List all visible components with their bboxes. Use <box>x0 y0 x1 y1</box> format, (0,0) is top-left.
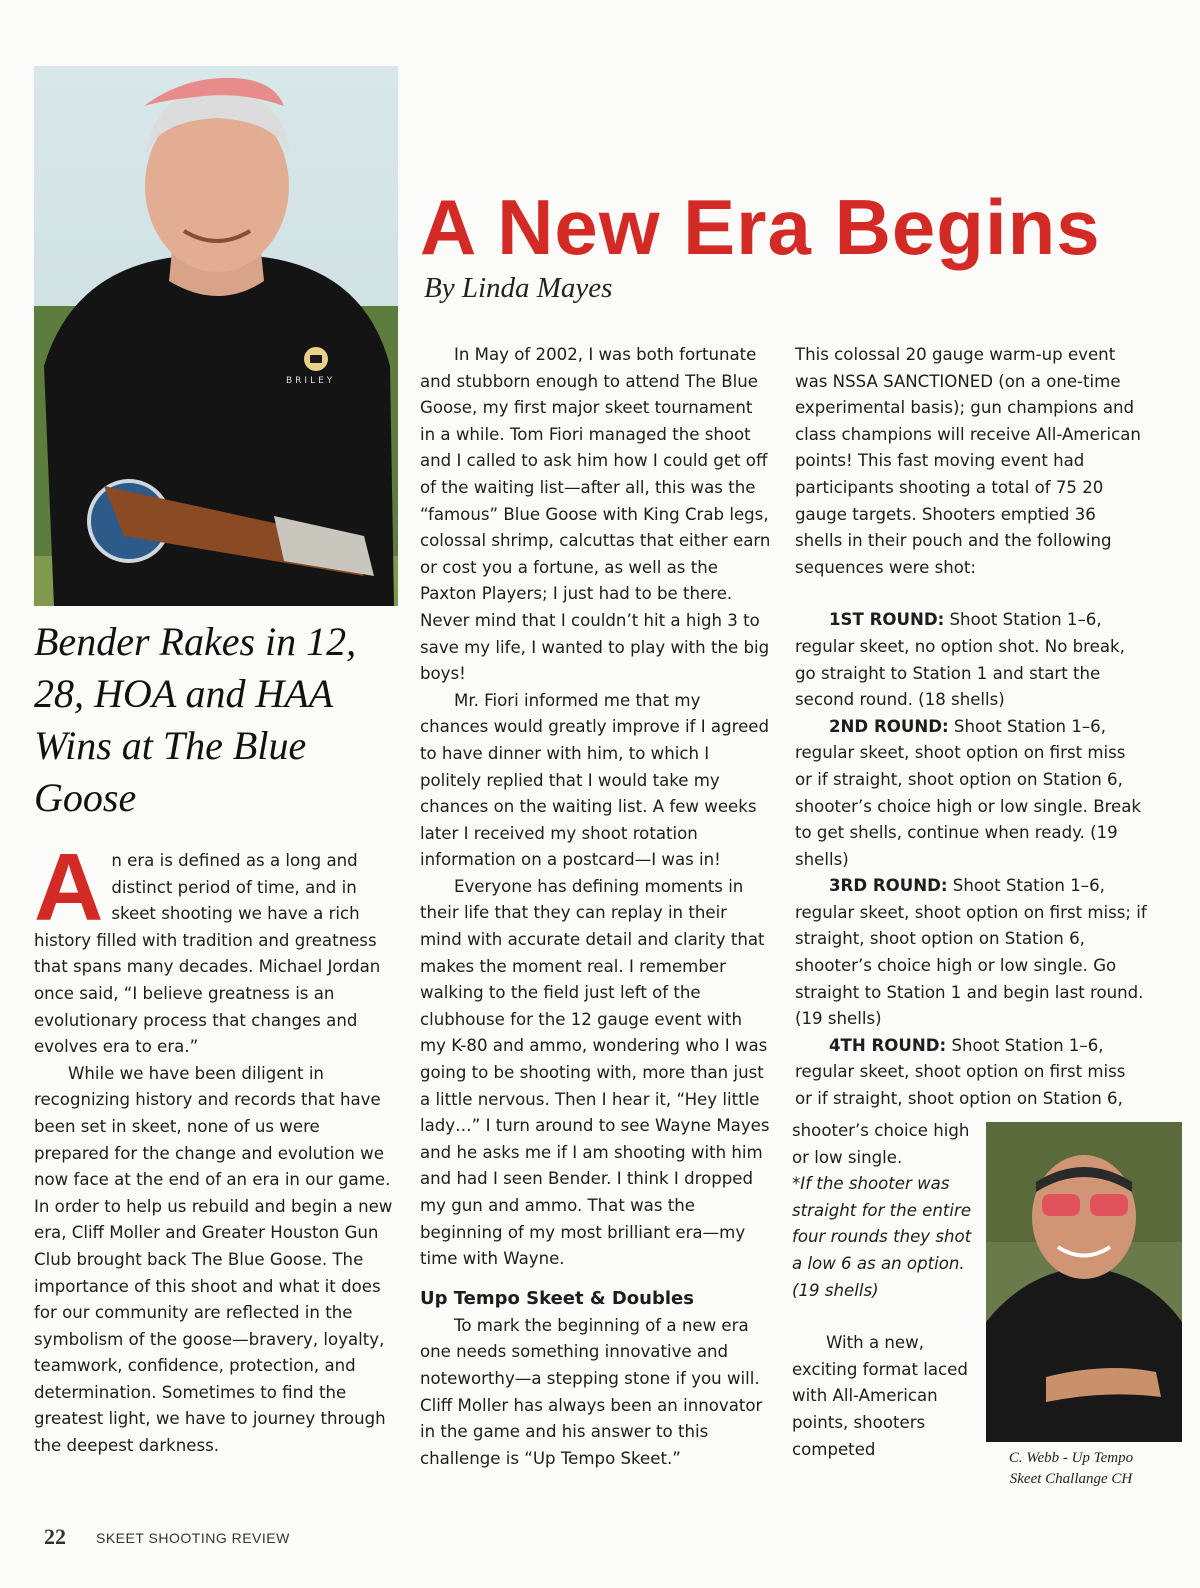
round-4-text: Shoot Station 1–6, regular skeet, shoot option on first miss or if straight, shoot option on Station 6, <box>795 1035 1126 1109</box>
round-4 <box>795 1033 1147 1113</box>
main-photo <box>34 66 398 606</box>
caption-line-1: C. Webb - Up Tempo <box>1008 1450 1134 1466</box>
main-photo-illustration <box>34 66 398 606</box>
round-4-continued: shooter’s choice high or low single. <box>792 1121 970 1167</box>
round-3-text: Shoot Station 1–6, regular skeet, shoot option on first miss; if straight, shoot option on Station 6, shooter’s choice high or low single. Go straight to Station 1 and begin last round. (19 shells) <box>795 876 1147 1029</box>
round-1 <box>795 607 1147 713</box>
body-paragraph: Mr. Fiori informed me that my chances would greatly improve if I agreed to have dinner with him, to which I politely replied that I would take my chances on the waiting list. A few weeks later I received my shoot rotation information on a postcard—I was in! <box>420 690 770 870</box>
column-3-continued <box>792 1118 972 1463</box>
secondary-photo <box>986 1122 1182 1442</box>
column-1 <box>34 834 396 1460</box>
intro-text: n era is defined as a long and distinct period of time, and in skeet shooting we have a rich history filled with tradition and greatness that spans many decades. Michael Jordan once said, “I believe greatness is an evolutionary process that changes and evolves era to era.” <box>34 851 381 1057</box>
intro-paragraph <box>34 834 396 1061</box>
article-byline: By Linda Mayes <box>424 272 613 304</box>
photo-caption <box>986 1448 1156 1490</box>
round-3 <box>795 873 1147 1033</box>
caption-line-2: Skeet Challange CH <box>1009 1471 1133 1487</box>
round-2 <box>795 714 1147 874</box>
article-subhead: Bender Rakes in 12, 28, HOA and HAA Wins at The Blue Goose <box>34 619 357 820</box>
drop-cap: A <box>34 834 104 941</box>
section-heading: Up Tempo Skeet & Doubles <box>420 1287 694 1309</box>
column-3 <box>795 342 1147 1113</box>
round-1-label: 1ST ROUND: <box>829 610 945 630</box>
body-paragraph: While we have been diligent in recognizing history and records that have been set in skeet, none of us were prepared for the change and evolution we now face at the end of an era in our game. In order to help us rebuild and begin a new era, Cliff Moller and Greater Houston Gun Club brought back The Blue Goose. The importance of this shoot and what it does for our community are reflected in the symbolism of the goose—bravery, loyalty, teamwork, confidence, protection, and determination. Sometimes to find the greatest light, we have to journey through the deepest darkness. <box>34 1063 393 1456</box>
round-3-label: 3RD ROUND: <box>829 876 948 896</box>
body-paragraph: With a new, exciting format laced with All-American points, shooters competed <box>792 1333 968 1459</box>
secondary-photo-illustration <box>986 1122 1182 1442</box>
round-1-text: Shoot Station 1–6, regular skeet, no option shot. No break, go straight to Station 1 and start the second round. (18 shells) <box>795 610 1125 710</box>
round-2-text: Shoot Station 1–6, regular skeet, shoot option on first miss or if straight, shoot option on Station 6, shooter’s choice high or low single. Break to get shells, continue when ready. (19 shells) <box>795 716 1142 869</box>
round-4-label: 4TH ROUND: <box>829 1035 947 1055</box>
note-paragraph: *If the shooter was straight for the entire four rounds they shot a low 6 as an option. (19 shells) <box>792 1174 972 1300</box>
body-paragraph: This colossal 20 gauge warm-up event was NSSA SANCTIONED (on a one-time experimental basis); gun champions and class champions will receive All-American points! This fast moving event had participants shooting a total of 75 20 gauge targets. Shooters emptied 36 shells in their pouch and the following sequences were shot: <box>795 345 1141 577</box>
article-title: A New Era Begins <box>420 183 1101 271</box>
magazine-name: SKEET SHOOTING REVIEW <box>96 1530 290 1546</box>
round-2-label: 2ND ROUND: <box>829 716 949 736</box>
column-2 <box>420 342 772 1472</box>
body-paragraph: To mark the beginning of a new era one needs something innovative and noteworthy—a stepping stone if you will. Cliff Moller has always been an innovator in the game and his answer to this challenge is “Up Tempo Skeet.” <box>420 1315 763 1468</box>
page-number: 22 <box>44 1524 66 1549</box>
body-paragraph: Everyone has defining moments in their life that they can replay in their mind with accurate detail and clarity that makes the moment real. I remember walking to the field just left of the clubhouse for the 12 gauge event with my K-80 and ammo, wondering who I was going to be shooting with, more than just a little nervous. Then I hear it, “Hey little lady…” I turn around to see Wayne Mayes and he asks me if I am shooting with him and had I seen Bender. I think I dropped my gun and ammo. That was the beginning of my most brilliant era—my time with Wayne. <box>420 876 770 1269</box>
body-paragraph: In May of 2002, I was both fortunate and stubborn enough to attend The Blue Goose, my first major skeet tournament in a while. Tom Fiori managed the shoot and I called to ask him how I could get off of the waiting list—after all, this was the “famous” Blue Goose with King Crab legs, colossal shrimp, calcuttas that either earn or cost you a fortune, as well as the Paxton Players; I just had to be there. Never mind that I couldn’t hit a high 3 to save my life, I wanted to play with the big boys! <box>420 345 771 684</box>
briley-logo-text: BRILEY <box>286 376 336 386</box>
